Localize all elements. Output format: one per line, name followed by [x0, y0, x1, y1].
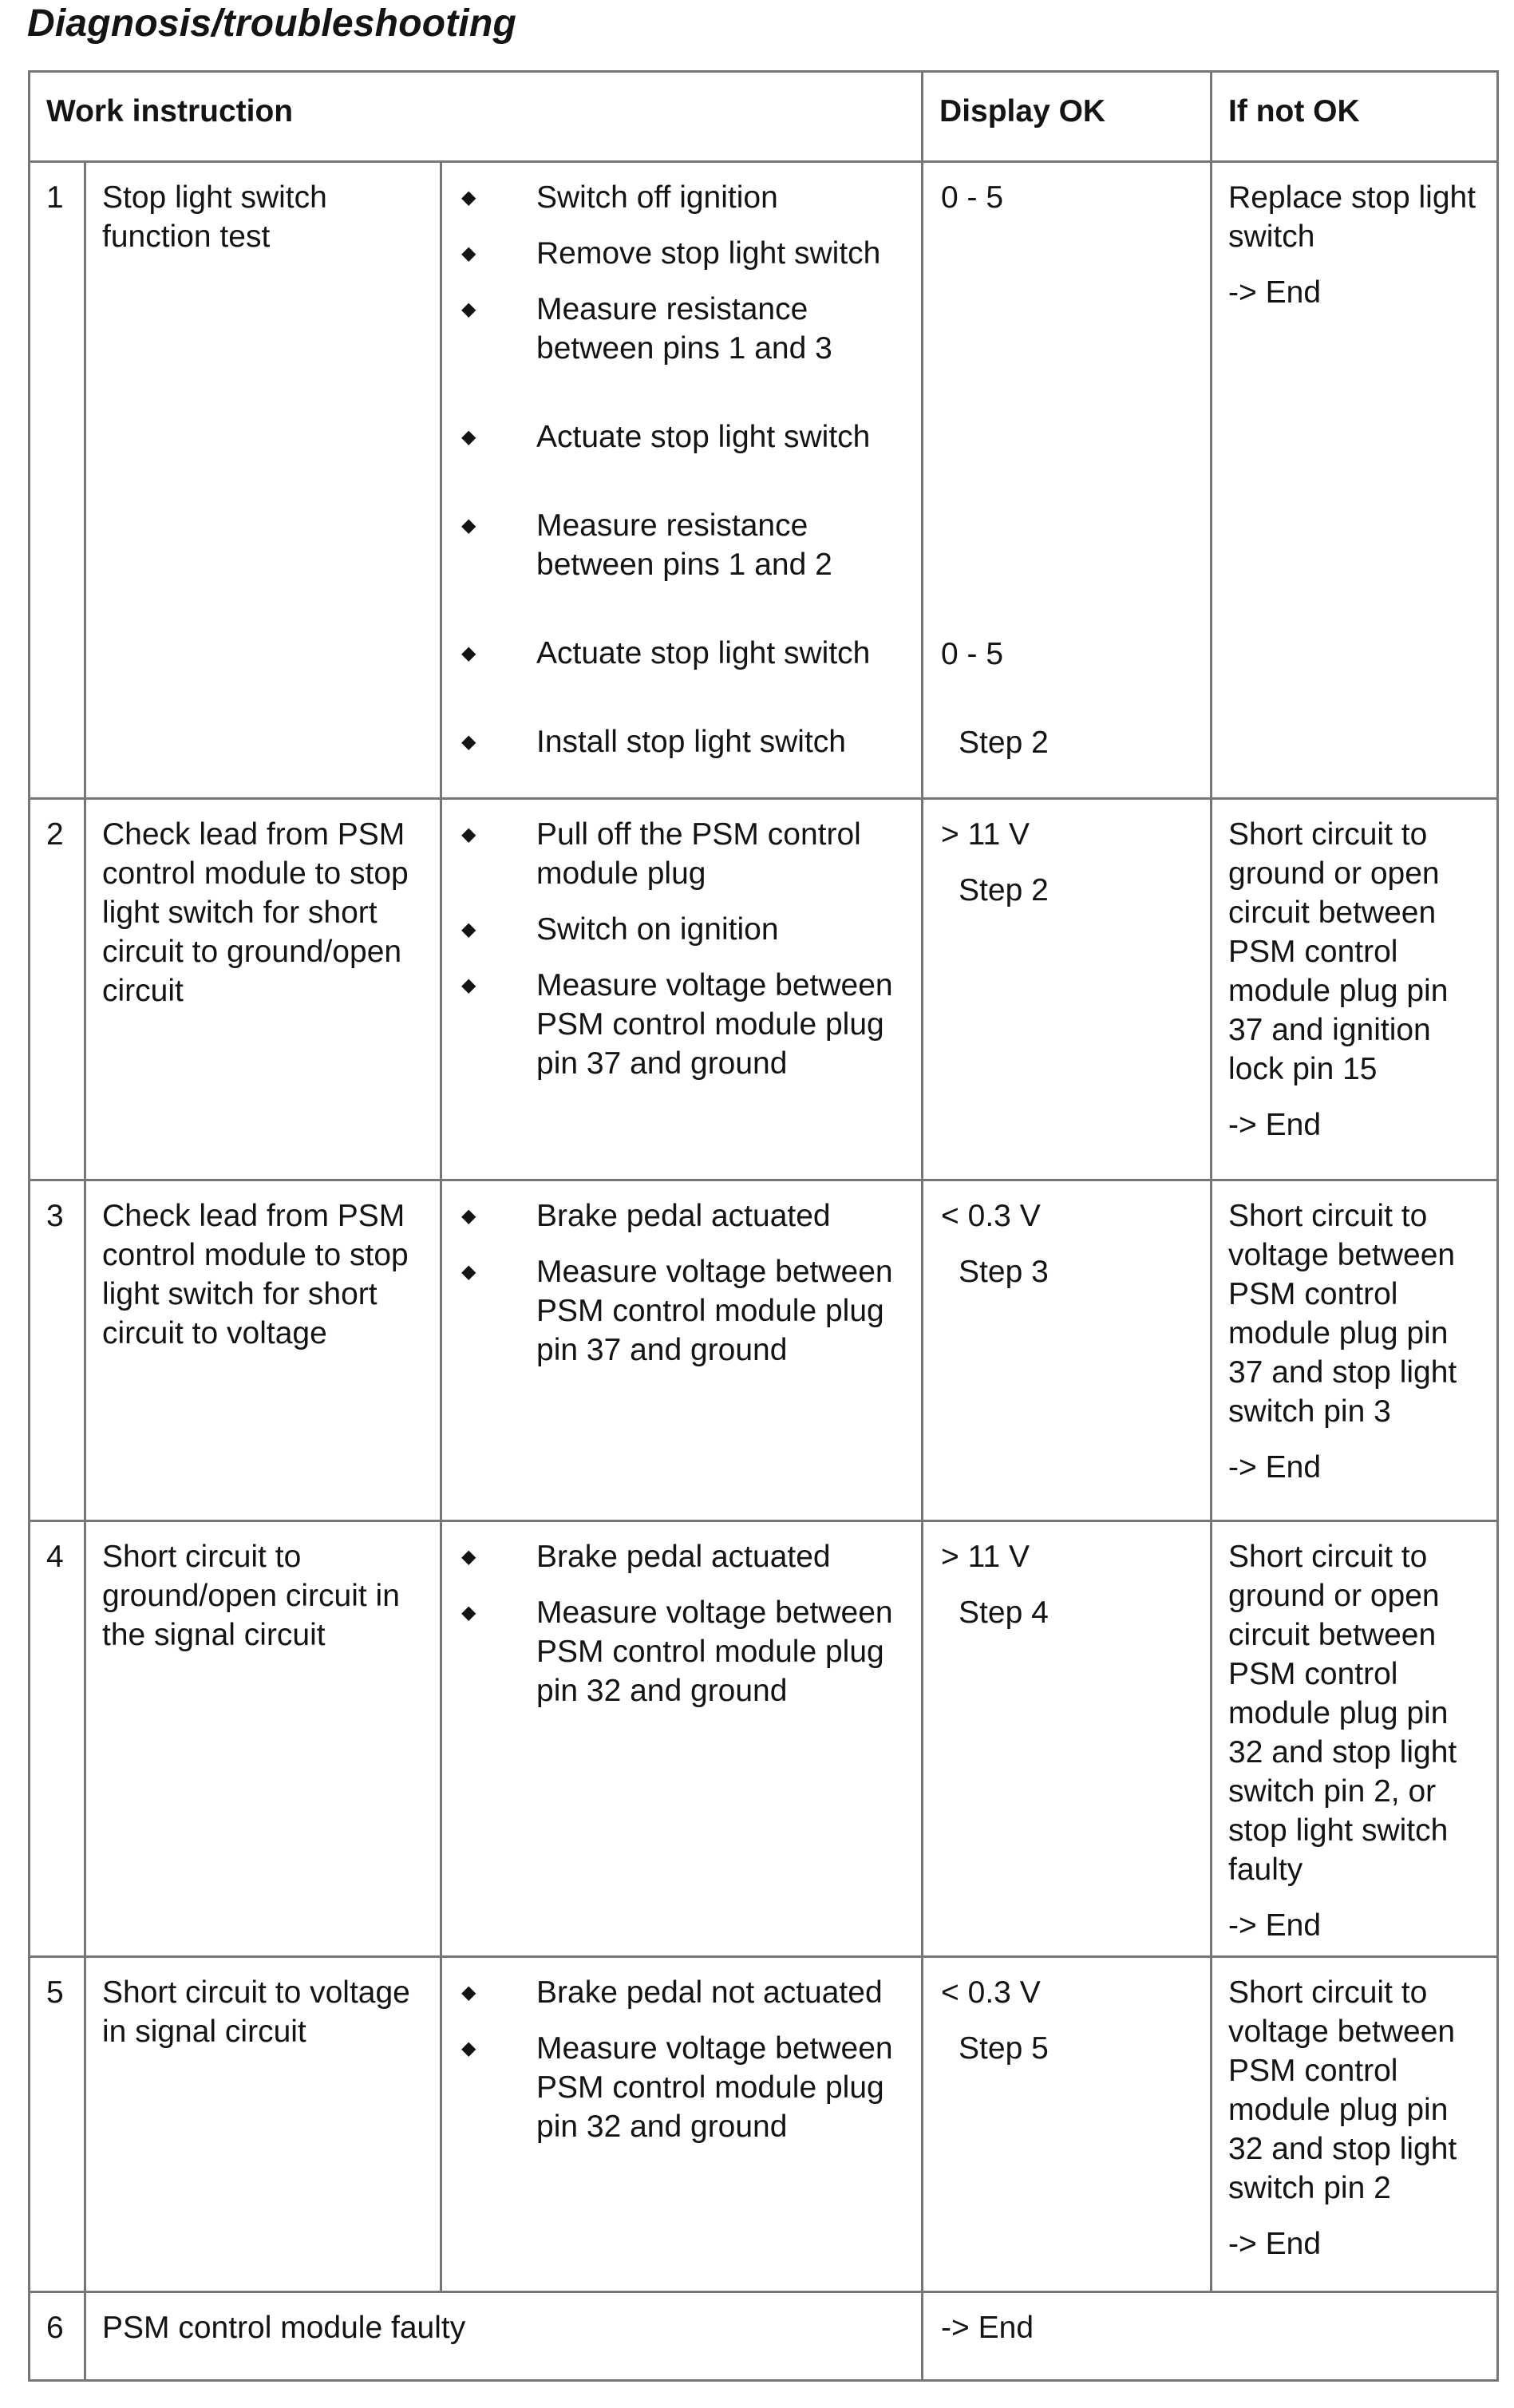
bullet-icon: ◆ — [461, 426, 476, 448]
bullet-icon: ◆ — [461, 1982, 476, 2003]
instruction-step: ◆ Pull off the PSM control module plug — [458, 815, 913, 893]
step-number: 5 — [30, 1957, 85, 2292]
instruction-step: ◆ Measure voltage between PSM control module plug pin 32 and ground — [458, 1593, 913, 1710]
instruction-steps — [441, 162, 923, 799]
if-not-ok-cell — [1212, 1180, 1498, 1521]
display-ok-cell — [923, 1957, 1212, 2292]
display-value: 0 - 5 — [941, 637, 1004, 671]
bullet-icon: ◆ — [461, 2038, 476, 2059]
instruction-step: ◆ Switch off ignition — [458, 178, 913, 217]
instruction-step: ◆ Measure voltage between PSM control module plug pin 32 and ground — [458, 2029, 913, 2146]
work-instruction-description: Check lead from PSM control module to stop light switch for short circuit to voltage — [85, 1180, 441, 1521]
work-instruction-description: PSM control module faulty — [85, 2292, 923, 2381]
display-next-step: Step 2 — [959, 726, 1049, 760]
header-display-ok: Display OK — [923, 72, 1212, 162]
display-next-step: Step 3 — [959, 1255, 1049, 1289]
instruction-step: ◆ Measure voltage between PSM control module plug pin 37 and ground — [458, 1252, 913, 1370]
display-value: -> End — [923, 2292, 1498, 2381]
work-instruction-description: Check lead from PSM control module to stop light switch for short circuit to ground/open circuit — [85, 799, 441, 1180]
step-number: 2 — [30, 799, 85, 1180]
display-value: < 0.3 V — [941, 1975, 1041, 2010]
instruction-step: ◆ Measure resistance between pins 1 and 2 — [458, 506, 913, 584]
bullet-icon: ◆ — [461, 824, 476, 845]
if-not-ok-text: Short circuit to ground or open circuit between PSM control module plug pin 37 and ignition lock pin 15 — [1228, 817, 1449, 1086]
display-ok-cell — [923, 1521, 1212, 1957]
bullet-icon: ◆ — [461, 1602, 476, 1623]
instruction-steps — [441, 1180, 923, 1521]
if-not-ok-text: Short circuit to ground or open circuit between PSM control module plug pin 32 and stop light switch pin 2, or stop light switch faulty — [1228, 1540, 1457, 1887]
display-value: > 11 V — [941, 817, 1030, 852]
step-number: 4 — [30, 1521, 85, 1957]
header-if-not-ok: If not OK — [1212, 72, 1498, 162]
instruction-step: ◆ Install stop light switch — [458, 722, 913, 761]
work-instruction-description: Short circuit to ground/open circuit in the signal circuit — [85, 1521, 441, 1957]
page-title: Diagnosis/troubleshooting — [27, 2, 516, 45]
if-not-ok-end: -> End — [1228, 275, 1322, 310]
bullet-icon: ◆ — [461, 299, 476, 320]
diagnosis-table — [28, 70, 1499, 2382]
instruction-step: ◆ Measure voltage between PSM control module plug pin 37 and ground — [458, 966, 913, 1083]
table-row — [30, 1521, 1498, 1957]
display-next-step: Step 2 — [959, 873, 1049, 907]
instruction-step: ◆ Brake pedal actuated — [458, 1537, 913, 1576]
instruction-steps — [441, 1521, 923, 1957]
table-row — [30, 799, 1498, 1180]
work-instruction-description: Stop light switch function test — [85, 162, 441, 799]
if-not-ok-end: -> End — [1228, 1908, 1322, 1943]
if-not-ok-text: Short circuit to voltage between PSM control module plug pin 32 and stop light switch pin 2 — [1228, 1975, 1457, 2205]
instruction-step: ◆ Actuate stop light switch — [458, 634, 913, 673]
bullet-icon: ◆ — [461, 643, 476, 664]
table-row — [30, 162, 1498, 799]
display-value: 0 - 5 — [941, 180, 1004, 215]
instruction-step: ◆ Switch on ignition — [458, 910, 913, 949]
table-row — [30, 1180, 1498, 1521]
bullet-icon: ◆ — [461, 187, 476, 208]
header-work-instruction: Work instruction — [30, 72, 923, 162]
table-header-row — [30, 72, 1498, 162]
bullet-icon: ◆ — [461, 1546, 476, 1568]
instruction-step: ◆ Brake pedal actuated — [458, 1196, 913, 1236]
if-not-ok-text: Short circuit to voltage between PSM control module plug pin 37 and stop light switch pin 3 — [1228, 1199, 1457, 1429]
display-ok-cell — [923, 1180, 1212, 1521]
bullet-icon: ◆ — [461, 975, 476, 996]
bullet-icon: ◆ — [461, 919, 476, 940]
bullet-icon: ◆ — [461, 1205, 476, 1227]
if-not-ok-cell — [1212, 1957, 1498, 2292]
display-next-step: Step 4 — [959, 1595, 1049, 1630]
step-number: 3 — [30, 1180, 85, 1521]
instruction-step: ◆ Actuate stop light switch — [458, 417, 913, 457]
bullet-icon: ◆ — [461, 515, 476, 536]
instruction-step: ◆ Brake pedal not actuated — [458, 1973, 913, 2012]
display-ok-cell — [923, 799, 1212, 1180]
if-not-ok-text: Replace stop light switch — [1228, 180, 1476, 254]
instruction-step: ◆ Remove stop light switch — [458, 234, 913, 273]
step-number: 1 — [30, 162, 85, 799]
instruction-steps — [441, 1957, 923, 2292]
if-not-ok-cell — [1212, 799, 1498, 1180]
if-not-ok-cell — [1212, 1521, 1498, 1957]
if-not-ok-end: -> End — [1228, 2227, 1322, 2261]
bullet-icon: ◆ — [461, 243, 476, 264]
bullet-icon: ◆ — [461, 1261, 476, 1283]
if-not-ok-end: -> End — [1228, 1450, 1322, 1485]
display-value: > 11 V — [941, 1540, 1030, 1574]
work-instruction-description: Short circuit to voltage in signal circuit — [85, 1957, 441, 2292]
display-value: < 0.3 V — [941, 1199, 1041, 1233]
table-row — [30, 1957, 1498, 2292]
display-ok-cell — [923, 162, 1212, 799]
table-row — [30, 2292, 1498, 2381]
bullet-icon: ◆ — [461, 731, 476, 753]
if-not-ok-cell — [1212, 162, 1498, 799]
instruction-step: ◆ Measure resistance between pins 1 and 3 — [458, 290, 913, 368]
instruction-steps — [441, 799, 923, 1180]
display-next-step: Step 5 — [959, 2031, 1049, 2066]
if-not-ok-end: -> End — [1228, 1108, 1322, 1142]
step-number: 6 — [30, 2292, 85, 2381]
